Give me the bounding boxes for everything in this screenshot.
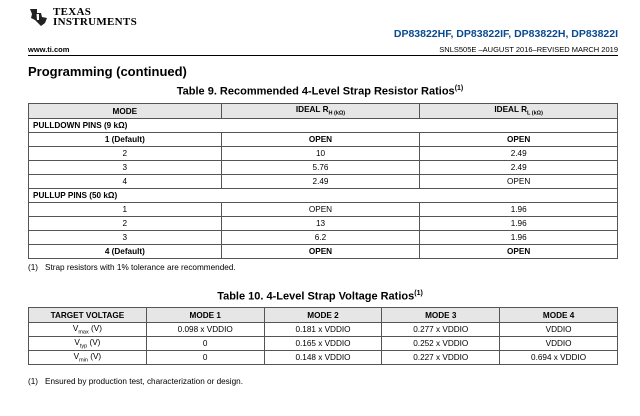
- cell-target: [29, 337, 147, 351]
- cell-value: 0.252 x VDDIO: [382, 337, 500, 351]
- voltage-subscript: typ: [79, 343, 88, 350]
- group-pulldown: PULLDOWN PINS (9 kΩ): [29, 119, 618, 133]
- cell-value: 0.277 x VDDIO: [382, 323, 500, 337]
- voltage-unit: (V): [87, 351, 102, 361]
- cell-mode: 2: [29, 147, 222, 161]
- group-row: [29, 189, 618, 203]
- voltage-subscript: max: [78, 329, 89, 336]
- cell-target: [29, 323, 147, 337]
- cell-mode: 1 (Default): [29, 133, 222, 147]
- cell-rl: 2.49: [420, 147, 618, 161]
- cell-rh: OPEN: [221, 203, 420, 217]
- table-row: [29, 351, 618, 365]
- col-ideal-rl-label: IDEAL R: [494, 105, 527, 115]
- revision-info: [439, 45, 618, 54]
- footnote-text: Strap resistors with 1% tolerance are recommended.: [45, 263, 236, 272]
- cell-rl: OPEN: [420, 245, 618, 259]
- table-header-row: [29, 308, 618, 323]
- cell-value: 0.181 x VDDIO: [264, 323, 382, 337]
- table9-caption: [0, 85, 640, 98]
- group-pullup: PULLUP PINS (50 kΩ): [29, 189, 618, 203]
- cell-mode: 3: [29, 231, 222, 245]
- table10-caption: [0, 290, 640, 303]
- table9-footnote: [28, 263, 236, 272]
- cell-rl: 1.96: [420, 217, 618, 231]
- table-row: [29, 133, 618, 147]
- table9-caption-text: Table 9. Recommended 4-Level Strap Resistor Ratios: [176, 85, 455, 98]
- table10: [28, 307, 618, 365]
- col-mode: MODE: [29, 104, 222, 119]
- cell-value: 0.227 x VDDIO: [382, 351, 500, 365]
- cell-value: 0.694 x VDDIO: [500, 351, 618, 365]
- cell-rh: 6.2: [221, 231, 420, 245]
- cell-rl: OPEN: [420, 133, 618, 147]
- col-mode-1: MODE 1: [146, 308, 264, 323]
- cell-rh: 2.49: [221, 175, 420, 189]
- doc-title[interactable]: DP83822HF, DP83822IF, DP83822H, DP83822I: [393, 28, 618, 40]
- col-mode-2: MODE 2: [264, 308, 382, 323]
- cell-rh: OPEN: [221, 133, 420, 147]
- voltage-symbol: V: [72, 323, 79, 333]
- voltage-unit: (V): [87, 337, 101, 347]
- col-ideal-rh: [221, 104, 420, 119]
- cell-rh: 10: [221, 147, 420, 161]
- voltage-symbol: V: [73, 351, 80, 361]
- col-ideal-rh-sub: H (kΩ): [328, 110, 346, 117]
- table-header-row: [29, 104, 618, 119]
- cell-rh: 13: [221, 217, 420, 231]
- voltage-subscript: min: [79, 357, 88, 364]
- voltage-symbol: V: [74, 337, 80, 347]
- section-title: Programming (continued): [28, 64, 187, 79]
- cell-rh: OPEN: [221, 245, 420, 259]
- col-ideal-rl: [420, 104, 618, 119]
- cell-value: 0.098 x VDDIO: [146, 323, 264, 337]
- revision-text: SNLS505E –AUGUST 2016–REVISED MARCH 2019: [439, 45, 618, 54]
- cell-value: VDDIO: [500, 337, 618, 351]
- table-row: [29, 245, 618, 259]
- table-row: [29, 231, 618, 245]
- cell-value: VDDIO: [500, 323, 618, 337]
- cell-mode: 2: [29, 217, 222, 231]
- table-row: [29, 161, 618, 175]
- table-row: [29, 323, 618, 337]
- ti-logo: [28, 6, 137, 28]
- table10-caption-text: Table 10. 4-Level Strap Voltage Ratios: [217, 290, 415, 303]
- logo-line-2: INSTRUMENTS: [53, 16, 137, 28]
- table-row: [29, 175, 618, 189]
- col-ideal-rh-label: IDEAL R: [295, 105, 329, 115]
- group-row: [29, 119, 618, 133]
- col-mode-4: MODE 4: [500, 308, 618, 323]
- cell-mode: 3: [29, 161, 222, 175]
- voltage-unit: (V): [88, 323, 102, 333]
- cell-mode: 4 (Default): [29, 245, 222, 259]
- cell-mode: 4: [29, 175, 222, 189]
- cell-value: 0: [146, 337, 264, 351]
- texas-state-icon: [28, 6, 50, 28]
- logo-line-1: TEXAS: [53, 6, 92, 18]
- cell-rl: 1.96: [420, 203, 618, 217]
- footnote-number: (1): [28, 377, 39, 386]
- col-target-voltage: TARGET VOLTAGE: [29, 308, 147, 323]
- header-rule: [28, 55, 618, 56]
- table-row: [29, 203, 618, 217]
- table-row: [29, 147, 618, 161]
- table9-caption-note[interactable]: (1): [454, 85, 464, 92]
- table9: [28, 103, 618, 259]
- cell-rl: OPEN: [420, 175, 618, 189]
- cell-rh: 5.76: [221, 161, 420, 175]
- table-row: [29, 337, 618, 351]
- cell-value: 0.165 x VDDIO: [264, 337, 382, 351]
- footnote-number: (1): [28, 263, 39, 272]
- col-ideal-rl-sub: L (kΩ): [527, 110, 543, 117]
- cell-target: [29, 351, 147, 365]
- site-link[interactable]: www.ti.com: [28, 45, 70, 54]
- cell-rl: 2.49: [420, 161, 618, 175]
- cell-value: 0: [146, 351, 264, 365]
- cell-mode: 1: [29, 203, 222, 217]
- cell-value: 0.148 x VDDIO: [264, 351, 382, 365]
- footnote-text: Ensured by production test, characterization or design.: [45, 377, 243, 386]
- table10-footnote: [28, 377, 243, 386]
- cell-rl: 1.96: [420, 231, 618, 245]
- col-mode-3: MODE 3: [382, 308, 500, 323]
- table-row: [29, 217, 618, 231]
- table10-caption-note[interactable]: (1): [414, 290, 423, 297]
